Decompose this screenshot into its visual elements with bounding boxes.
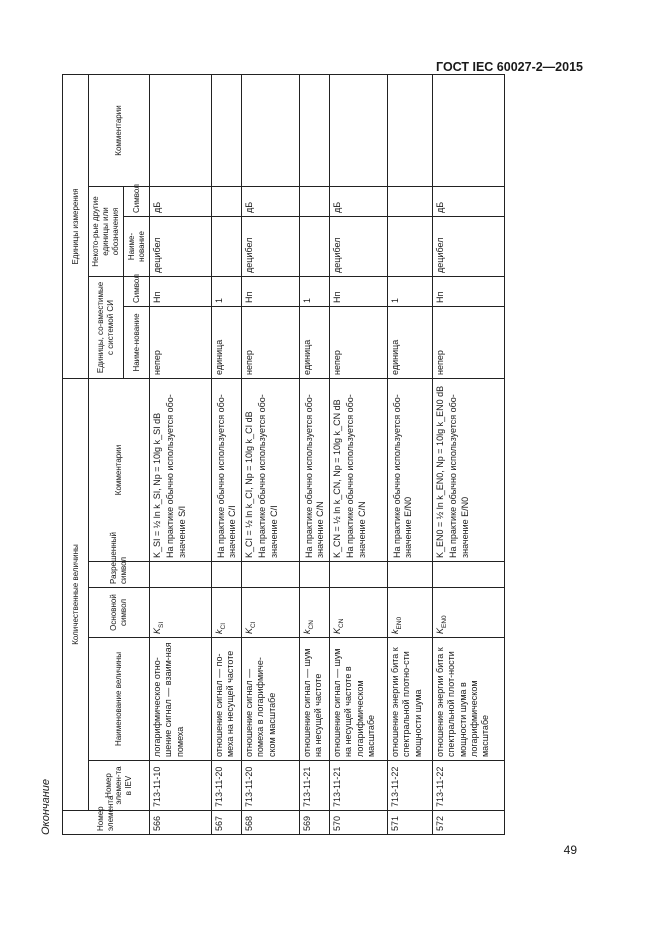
- si-unit-symbol: 1: [388, 276, 433, 306]
- note: На практике обычно используется обо-значение C/N: [304, 394, 326, 558]
- allowed-symbol: [212, 562, 242, 588]
- unit-comment: [388, 74, 433, 186]
- other-unit-symbol: [212, 186, 242, 216]
- col-other-units: Некото-рые другие единицы или обозначения: [89, 186, 124, 276]
- si-unit-name: непер: [433, 306, 505, 378]
- symbol-letter: K: [435, 627, 445, 634]
- table-row: [433, 74, 505, 834]
- si-unit-name: непер: [150, 306, 212, 378]
- col-si-units: Единицы, со-вместимые с системой СИ: [89, 276, 124, 378]
- main-symbol: [300, 588, 330, 638]
- col-other-name: Наиме-нование: [124, 216, 150, 276]
- allowed-symbol: [330, 562, 388, 588]
- comment-cell: [330, 378, 388, 561]
- allowed-symbol: [388, 562, 433, 588]
- other-unit-symbol: дБ: [150, 186, 212, 216]
- iev-number: 713-11-10: [150, 761, 212, 811]
- standards-table: [62, 74, 505, 835]
- si-unit-name: единица: [212, 306, 242, 378]
- si-unit-symbol: Нп: [150, 276, 212, 306]
- element-number: 566: [150, 811, 212, 835]
- other-unit-name: децибел: [150, 216, 212, 276]
- col-allowed-symbol: Разрешенный символ: [89, 562, 150, 588]
- element-number: 570: [330, 811, 388, 835]
- iev-number: 713-11-21: [330, 761, 388, 811]
- si-unit-symbol: Нп: [242, 276, 300, 306]
- other-unit-symbol: дБ: [242, 186, 300, 216]
- table-row: [212, 74, 242, 834]
- symbol-letter: K: [332, 627, 342, 634]
- allowed-symbol: [433, 562, 505, 588]
- group-units-header: Единицы измерения: [63, 74, 89, 378]
- group-quantities-header: Количественные величины: [63, 378, 89, 810]
- comment-cell: [300, 378, 330, 561]
- element-number: 568: [242, 811, 300, 835]
- col-si-symbol: Символ: [124, 276, 150, 306]
- page-header: ГОСТ IEC 60027-2—2015: [436, 60, 583, 74]
- si-unit-symbol: 1: [212, 276, 242, 306]
- quantity-name: логарифмическое отно-шение сигнал — взаим-ная помеха: [150, 638, 212, 761]
- symbol-subscript: EN0: [440, 615, 448, 628]
- si-unit-name: непер: [242, 306, 300, 378]
- symbol-subscript: CI: [219, 623, 227, 630]
- table-body: [150, 74, 505, 834]
- symbol-letter: k: [302, 629, 312, 634]
- table-row: [150, 74, 212, 834]
- main-symbol: [242, 588, 300, 638]
- si-unit-symbol: Нп: [330, 276, 388, 306]
- unit-comment: [242, 74, 300, 186]
- quantity-name: отношение сигнал — помеха в логарифмиче-ском масштабе: [242, 638, 300, 761]
- unit-comment: [150, 74, 212, 186]
- col-unit-comments: Комментарии: [89, 74, 150, 186]
- symbol-subscript: EN0: [395, 616, 403, 630]
- col-element-number: Номер элемента: [63, 811, 150, 835]
- symbol-letter: K: [244, 627, 254, 634]
- quantity-name: отношение сигнал — по-меха на несущей частоте: [212, 638, 242, 761]
- main-symbol: [330, 588, 388, 638]
- col-main-symbol: Основной символ: [89, 588, 150, 638]
- unit-comment: [212, 74, 242, 186]
- symbol-letter: k: [390, 629, 400, 634]
- quantity-name: отношение сигнал — шум на несущей частоте в логарифмическом масштабе: [330, 638, 388, 761]
- rotated-table-container: [40, 75, 582, 835]
- symbol-subscript: SI: [157, 621, 165, 628]
- formula: K_CN = ½ ln k_CN, Np = 10lg k_CN dB: [332, 399, 342, 558]
- other-unit-name: [388, 216, 433, 276]
- table-row: [242, 74, 300, 834]
- main-symbol: [433, 588, 505, 638]
- comment-cell: [212, 378, 242, 561]
- col-comments: Комментарии: [89, 378, 150, 561]
- other-unit-name: [212, 216, 242, 276]
- comment-cell: [242, 378, 300, 561]
- allowed-symbol: [300, 562, 330, 588]
- iev-number: 713-11-20: [212, 761, 242, 811]
- symbol-letter: K: [152, 627, 162, 634]
- element-number: 571: [388, 811, 433, 835]
- unit-comment: [300, 74, 330, 186]
- note: На практике обычно используется обо-значение C/N: [345, 394, 367, 558]
- col-quantity-name: Наименование величины: [89, 638, 150, 761]
- si-unit-name: единица: [388, 306, 433, 378]
- iev-number: 713-11-22: [388, 761, 433, 811]
- si-unit-symbol: Нп: [433, 276, 505, 306]
- other-unit-name: децибел: [330, 216, 388, 276]
- iev-number: 713-11-22: [433, 761, 505, 811]
- note: На практике обычно используется обо-значение C/I: [216, 394, 238, 558]
- quantity-name: отношение энергии бита к спектральной плотно-сти мощности шума: [388, 638, 433, 761]
- comment-cell: [150, 378, 212, 561]
- page-number: 49: [563, 843, 577, 857]
- comment-cell: [433, 378, 505, 561]
- si-unit-name: непер: [330, 306, 388, 378]
- element-number: 572: [433, 811, 505, 835]
- main-symbol: [150, 588, 212, 638]
- col-si-name: Наиме-нование: [124, 306, 150, 378]
- other-unit-name: [300, 216, 330, 276]
- symbol-letter: k: [214, 629, 224, 634]
- note: На практике обычно используется обо-значение E/N0: [448, 394, 470, 558]
- element-number: 569: [300, 811, 330, 835]
- allowed-symbol: [242, 562, 300, 588]
- quantity-name: отношение сигнал — шум на несущей частоте: [300, 638, 330, 761]
- other-unit-symbol: [388, 186, 433, 216]
- unit-comment: [433, 74, 505, 186]
- table-row: [330, 74, 388, 834]
- col-iev-number: Номер элемен-та в IEV: [89, 761, 150, 811]
- note: На практике обычно используется обо-значение S/I: [165, 394, 187, 558]
- other-unit-name: децибел: [242, 216, 300, 276]
- main-symbol: [212, 588, 242, 638]
- formula: K_EN0 = ½ ln k_EN0, Np = 10lg k_EN0 dB: [435, 385, 445, 558]
- symbol-subscript: CN: [307, 620, 315, 630]
- si-unit-symbol: 1: [300, 276, 330, 306]
- element-number: 567: [212, 811, 242, 835]
- other-unit-symbol: дБ: [433, 186, 505, 216]
- note: На практике обычно используется обо-значение E/N0: [392, 394, 414, 558]
- iev-number: 713-11-20: [242, 761, 300, 811]
- table-row: [388, 74, 433, 834]
- allowed-symbol: [150, 562, 212, 588]
- iev-number: 713-11-21: [300, 761, 330, 811]
- formula: K_SI = ½ ln k_SI, Np = 10lg k_SI dB: [152, 412, 162, 558]
- main-symbol: [388, 588, 433, 638]
- other-unit-symbol: [300, 186, 330, 216]
- other-unit-name: децибел: [433, 216, 505, 276]
- table-row: [300, 74, 330, 834]
- other-unit-symbol: дБ: [330, 186, 388, 216]
- unit-comment: [330, 74, 388, 186]
- si-unit-name: единица: [300, 306, 330, 378]
- formula: K_CI = ½ ln k_CI, Np = 10lg k_CI dB: [244, 411, 254, 558]
- col-other-symbol: Символ: [124, 186, 150, 216]
- symbol-subscript: CI: [249, 621, 257, 628]
- comment-cell: [388, 378, 433, 561]
- continuation-label: Окончание: [40, 778, 52, 835]
- symbol-subscript: CN: [337, 618, 345, 628]
- quantity-name: отношение энергии бита к спектральной плот-ности мощности шума в логарифмическом масштабе: [433, 638, 505, 761]
- note: На практике обычно используется обо-значение C/I: [257, 394, 279, 558]
